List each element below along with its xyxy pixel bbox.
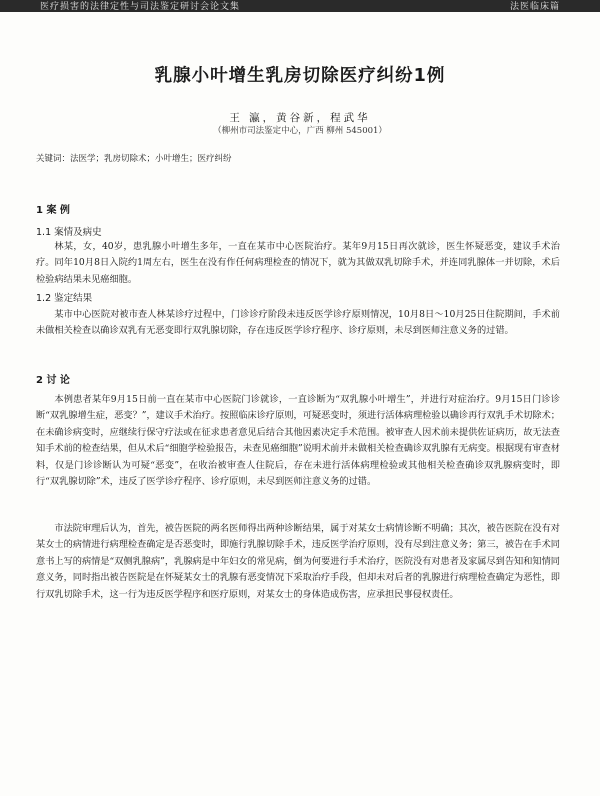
paragraph-discussion-1: 本例患者某年9月15日前一直在某市中心医院门诊就诊，一直诊断为“双乳腺小叶增生”，并进行对症治疗。9月15日门诊诊断“双乳腺增生症，恶变？”，建议手术治疗。按照临床诊疗原则，可疑恶变时，须进行活体病理检验以确诊再行双乳手术切除术；在未确诊病变时，应继续行保守疗法或在征求患者意见后结合其他因素决定手术范围。被审查人因术前未提供佐证病历，故无法查知手术前的检查结果，但从术后“细胞学检验报告，未查见癌细胞”说明术前并未做相关检查确诊双乳腺有无病变。根据现有审查材料，仅是门诊诊断认为可疑“恶变”，在收治被审查人住院后，存在未进行活体病理检验或其他相关检查确诊双乳腺病变时，即行“双乳腺切除”术，违反了医学诊疗程序、诊疗原则，未尽到医师注意义务的过错。 xyxy=(36,394,560,488)
running-header-bar xyxy=(0,0,600,12)
paragraph-case-history: 林某，女，40岁，患乳腺小叶增生多年，一直在某市中心医院治疗。某年9月15日再次就诊，医生怀疑恶变，建议手术治疗。同年10月8日入院约1周左右，医生在没有作任何病理检查的情况下，就为其做双乳切除手术，并连同乳腺体一并切除，术后检验病结果未见癌细胞。 xyxy=(36,241,560,285)
running-header-left: 医疗损害的法律定性与司法鉴定研讨会论文集 xyxy=(40,2,241,12)
author-affiliation: （柳州市司法鉴定中心，广西 柳州 545001） xyxy=(213,126,387,136)
paragraph-discussion-2: 市法院审理后认为，首先，被告医院的两名医师得出两种诊断结果，属于对某女士病情诊断不明确；其次，被告医院在没有对某女士的病情进行病理检查确定是否恶变时，即施行乳腺切除手术，违反医学治疗原则，没有尽到注意义务；第三，被告在手术同意书上写的病情是“双侧乳腺病”，乳腺病是中年妇女的常见病，倒为何要进行手术治疗，医院没有对患者及家属尽到告知和知情同意义务，同时指出被告医院是在怀疑某女士的乳腺有恶变情况下采取治疗手段，但却未对后者的乳腺进行病理检查确定为恶性，即行双乳切除手术，这一行为违反医学程序和医疗原则，对某女士的身体造成伤害，应承担民事侵权责任。 xyxy=(36,523,560,600)
running-header-right: 法医临床篇 xyxy=(509,2,560,12)
section-heading-discussion: 2 讨 论 xyxy=(36,375,70,386)
article-title: 乳腺小叶增生乳房切除医疗纠纷1例 xyxy=(154,66,446,86)
subsection-heading-result: 1.2 鉴定结果 xyxy=(36,293,93,304)
author-list: 王 瀛，黄谷新，程武华 xyxy=(229,112,371,124)
paragraph-appraisal-result: 某市中心医院对被市查人林某诊疗过程中，门诊诊疗阶段未违反医学诊疗原则情况，10月8日～10月25日住院期间，手术前未做相关检查以确诊双乳有无恶变即行双乳腺切除，存在违反医学诊疗程序、诊疗原则，未尽到医师注意义务的过错。 xyxy=(36,309,560,337)
subsection-heading-history: 1.1 案情及病史 xyxy=(36,227,102,238)
keywords: 关键词：法医学；乳房切除术；小叶增生；医疗纠纷 xyxy=(36,154,232,164)
section-heading-case: 1 案 例 xyxy=(36,205,70,216)
